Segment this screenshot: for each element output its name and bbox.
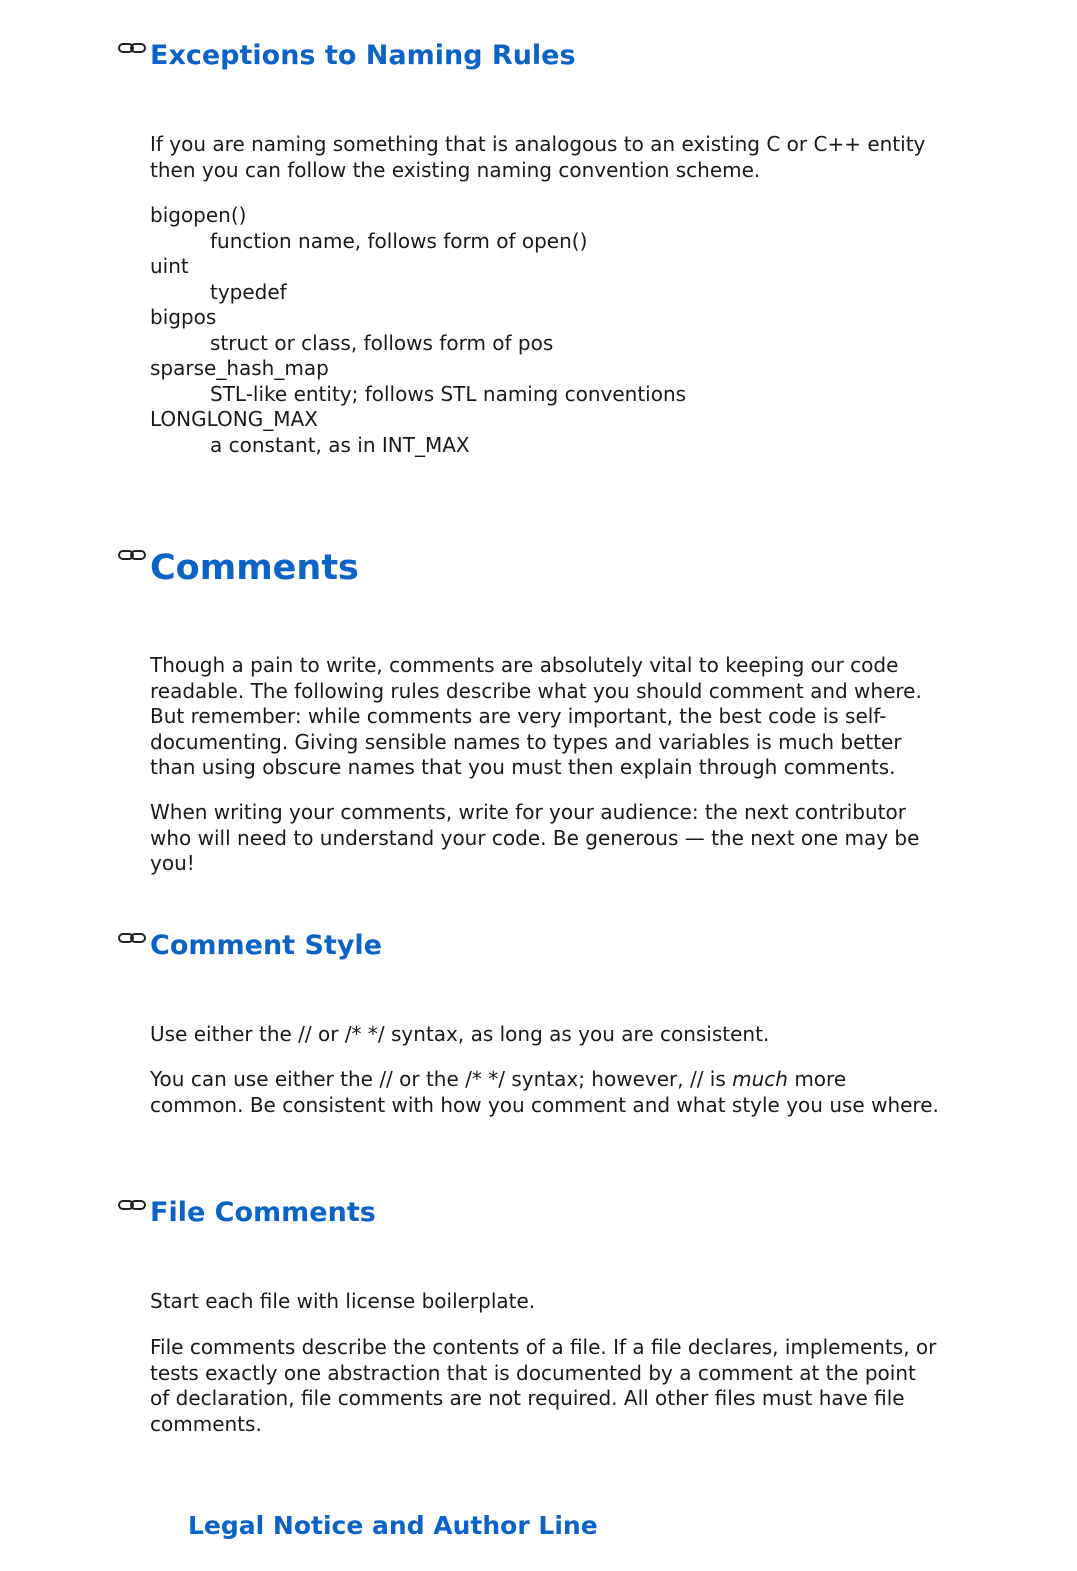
link-icon[interactable]: [118, 42, 148, 56]
example-term: bigpos: [150, 305, 217, 329]
file-comments-summary: Start each file with license boilerplate.: [150, 1289, 536, 1313]
comment-style-paragraph: [150, 1067, 940, 1118]
example-description: typedef: [210, 279, 287, 304]
link-icon[interactable]: [118, 932, 148, 946]
comment-style-text-start: You can use either the // or the /* */ syntax; however, // is: [150, 1067, 733, 1091]
heading-comment-style: [118, 930, 382, 962]
file-comments-paragraph: File comments describe the contents of a file. If a file declares, implements, or tests exactly one abstraction that is documented by a comment at the point of declaration, file comments are not required. All other files must have file comments.: [150, 1335, 937, 1436]
example-term: bigopen(): [150, 203, 247, 227]
naming-examples-list: [150, 203, 930, 458]
example-term: sparse_hash_map: [150, 356, 329, 380]
heading-file-comments: [118, 1197, 376, 1229]
heading-title[interactable]: Comments: [150, 548, 359, 588]
comment-style-emphasis: much: [732, 1067, 788, 1091]
heading-exceptions-to-naming-rules: [118, 40, 576, 72]
example-term: uint: [150, 254, 189, 278]
link-icon[interactable]: [118, 549, 148, 563]
heading-comments: [118, 547, 359, 589]
example-term: LONGLONG_MAX: [150, 407, 318, 431]
example-description: STL-like entity; follows STL naming conventions: [210, 381, 687, 406]
comment-style-text-end: more common. Be consistent with how you comment and what style you use where.: [150, 1067, 939, 1117]
example-description: struct or class, follows form of pos: [210, 330, 554, 355]
heading-title[interactable]: Exceptions to Naming Rules: [150, 40, 576, 71]
example-description: a constant, as in INT_MAX: [210, 432, 470, 457]
exceptions-intro: If you are naming something that is analogous to an existing C or C++ entity then you can follow the existing naming convention scheme.: [150, 132, 926, 182]
comment-style-summary: Use either the // or /* */ syntax, as long as you are consistent.: [150, 1022, 770, 1046]
heading-title[interactable]: Comment Style: [150, 930, 382, 961]
link-icon[interactable]: [118, 1199, 148, 1213]
heading-title[interactable]: Legal Notice and Author Line: [188, 1511, 598, 1540]
comments-paragraph-2: When writing your comments, write for your audience: the next contributor who will need to understand your code. Be generous — the next one may be you!: [150, 800, 920, 875]
heading-legal-notice-and-author-line: [188, 1511, 598, 1541]
heading-title[interactable]: File Comments: [150, 1197, 376, 1228]
example-description: function name, follows form of open(): [210, 228, 588, 253]
comments-paragraph-1: Though a pain to write, comments are absolutely vital to keeping our code readable. The following rules describe what you should comment and where. But remember: while comments are very important, the best code is self-documenting. Giving sensible names to types and variables is much better than using obscure names that you must then explain through comments.: [150, 653, 922, 779]
